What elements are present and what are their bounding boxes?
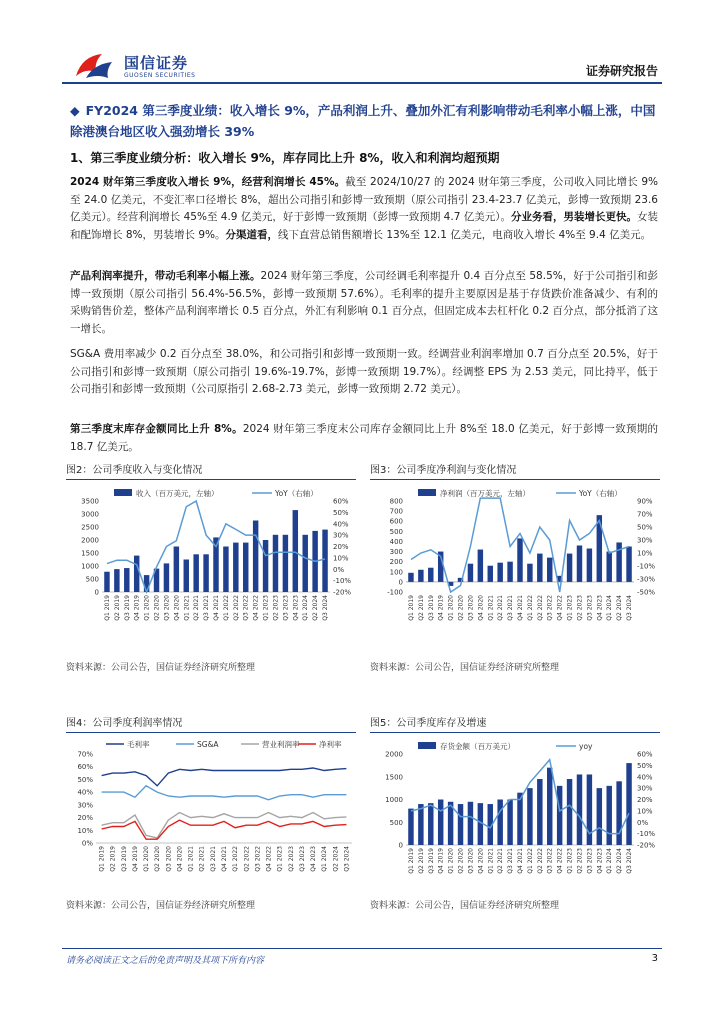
bar	[537, 779, 542, 845]
y-tick-label: 200	[389, 558, 403, 567]
bar	[104, 572, 109, 592]
y2-tick-label: 60%	[637, 750, 653, 759]
bar	[408, 809, 413, 845]
p1-lead2: 分业务看，男装增长更快。	[510, 211, 638, 224]
x-tick-label: Q1 2022	[232, 846, 240, 872]
bar	[577, 774, 582, 845]
bar	[283, 535, 288, 592]
y-tick-label: 500	[85, 575, 99, 584]
x-tick-label: Q1 2023	[276, 846, 284, 872]
legend-label-line: YoY（右轴）	[579, 489, 622, 498]
fig5-chart	[370, 736, 662, 881]
bar	[488, 566, 493, 582]
x-tick-label: Q3 2022	[546, 595, 554, 621]
bar	[468, 802, 473, 845]
x-tick-label: Q3 2019	[123, 595, 131, 621]
bar	[626, 763, 631, 845]
x-tick-label: Q3 2022	[546, 848, 554, 874]
x-tick-label: Q2 2019	[113, 595, 121, 621]
bar	[114, 569, 119, 592]
p1-text: 截至 2024/10/27 的 2024 财年第三季度，公司收入同比增长 9%至 24.0 亿美元，不变汇率口径增长 8%，超出公司指引和彭博一致预期（原公司指引 23.4-23.7 亿美元，彭博一致预期 23.6 亿美元）。经营利润增长 45%至 4.9 亿美元，好于彭博一致预期（彭博一致预期 4.7 亿美元）。	[70, 176, 658, 224]
fig5-caption: 图5：公司季度库存及增速	[370, 714, 660, 733]
bar	[418, 804, 423, 845]
bar	[567, 554, 572, 582]
fig5-source: 资料来源：公司公告，国信证券经济研究所整理	[370, 901, 560, 911]
y-tick-label: 400	[389, 537, 403, 546]
bar	[567, 779, 572, 845]
bar	[418, 570, 423, 582]
x-tick-label: Q1 2020	[143, 846, 151, 872]
x-tick-label: Q4 2022	[265, 846, 273, 872]
x-tick-label: Q3 2024	[626, 595, 634, 621]
x-tick-label: Q3 2024	[343, 846, 351, 872]
y-tick-label: 1500	[81, 549, 99, 558]
bar	[134, 556, 139, 592]
x-tick-label: Q2 2020	[457, 848, 465, 874]
x-tick-label: Q2 2023	[287, 846, 295, 872]
y2-tick-label: 30%	[333, 531, 349, 540]
bar	[468, 564, 473, 582]
y-tick-label: 0	[398, 841, 403, 850]
x-tick-label: Q1 2024	[302, 595, 310, 621]
x-tick-label: Q2 2022	[536, 848, 544, 874]
p4-text: 2024 财年第三季度末公司库存金额同比上升 8%至 18.0 亿美元，好于彭博一致预期的 18.7 亿美元。	[70, 423, 659, 453]
x-tick-label: Q2 2021	[497, 848, 505, 874]
legend-swatch-bar	[418, 489, 436, 496]
footer-divider	[62, 948, 662, 949]
x-tick-label: Q2 2020	[153, 595, 161, 621]
x-tick-label: Q4 2019	[437, 595, 445, 621]
y-tick-label: 3500	[81, 497, 99, 506]
y-tick-label: 0	[94, 588, 99, 597]
bar	[626, 547, 631, 582]
x-tick-label: Q4 2021	[517, 848, 524, 874]
x-tick-label: Q2 2023	[576, 848, 584, 874]
x-tick-label: Q2 2022	[536, 595, 544, 621]
headline	[70, 100, 666, 142]
x-tick-label: Q3 2023	[586, 595, 594, 621]
x-tick-label: Q2 2023	[576, 595, 584, 621]
y2-tick-label: -10%	[333, 577, 352, 586]
y-tick-label: 60%	[77, 763, 93, 772]
series-line	[102, 768, 347, 786]
x-tick-label: Q2 2021	[497, 595, 505, 621]
y2-tick-label: 40%	[637, 773, 653, 782]
guosen-logo-icon	[72, 50, 116, 82]
x-tick-label: Q4 2022	[556, 848, 564, 874]
bar	[408, 573, 413, 582]
fig3-chart	[370, 483, 662, 628]
diamond-bullet-icon: ◆	[70, 103, 80, 118]
x-tick-label: Q2 2024	[312, 595, 320, 621]
fig2-chart	[66, 483, 358, 628]
x-tick-label: Q2 2020	[154, 846, 162, 872]
y-tick-label: 70%	[77, 750, 93, 759]
bar	[517, 793, 522, 845]
y-tick-label: 1000	[385, 796, 403, 804]
bar	[478, 550, 483, 582]
bar	[507, 800, 512, 846]
paragraph-3	[70, 346, 658, 399]
x-tick-label: Q3 2024	[626, 848, 634, 874]
fig4-chart	[66, 736, 358, 881]
bar	[547, 558, 552, 582]
x-tick-label: Q1 2020	[447, 848, 455, 874]
legend-label: 毛利率	[127, 740, 150, 749]
y-tick-label: 10%	[77, 826, 93, 835]
x-tick-label: Q3 2021	[507, 848, 515, 874]
p1-lead3: 分渠道看，	[225, 228, 278, 241]
bar	[124, 568, 129, 592]
bar	[233, 543, 238, 592]
legend-label: 净利率	[319, 740, 342, 749]
bar	[428, 568, 433, 582]
bar	[597, 788, 602, 845]
y2-tick-label: 20%	[333, 543, 349, 551]
y2-tick-label: 30%	[637, 784, 653, 793]
x-tick-label: Q4 2019	[133, 595, 141, 621]
x-tick-label: Q1 2022	[222, 595, 230, 621]
footer-disclaimer: 请务必阅读正文之后的免责声明及其项下所有内容	[66, 956, 265, 966]
x-tick-label: Q2 2019	[109, 846, 117, 872]
x-tick-label: Q2 2021	[193, 595, 201, 621]
x-tick-label: Q3 2021	[209, 846, 217, 872]
x-tick-label: Q1 2023	[566, 595, 574, 621]
bar	[243, 543, 248, 592]
x-tick-label: Q1 2022	[526, 595, 534, 621]
y2-tick-label: -30%	[637, 575, 656, 584]
x-tick-label: Q2 2024	[332, 846, 340, 872]
bar	[527, 564, 532, 582]
x-tick-label: Q4 2023	[596, 595, 604, 621]
legend-label: SG&A	[197, 740, 219, 749]
x-tick-label: Q2 2022	[243, 846, 251, 872]
bar	[223, 547, 228, 593]
logo-text-en: GUOSEN SECURITIES	[124, 72, 196, 79]
x-tick-label: Q1 2024	[606, 595, 614, 621]
x-tick-label: Q2 2022	[232, 595, 240, 621]
y-tick-label: 1000	[81, 562, 99, 571]
x-tick-label: Q3 2020	[165, 846, 173, 872]
x-tick-label: Q3 2021	[507, 595, 515, 621]
legend-label-line: YoY（右轴）	[275, 489, 318, 498]
x-tick-label: Q4 2022	[556, 595, 564, 621]
x-tick-label: Q4 2021	[213, 595, 220, 621]
x-tick-label: Q1 2023	[262, 595, 270, 621]
bar	[174, 547, 179, 593]
x-tick-label: Q4 2020	[477, 595, 485, 621]
x-tick-label: Q3 2022	[254, 846, 262, 872]
y2-tick-label: 50%	[333, 508, 349, 517]
legend-label: 营业利润率	[262, 740, 300, 749]
x-tick-label: Q4 2023	[596, 848, 604, 874]
x-tick-label: Q1 2023	[566, 848, 574, 874]
bar	[438, 800, 443, 846]
bar	[497, 800, 502, 846]
y2-tick-label: 60%	[333, 497, 349, 506]
legend-label-bar: 收入（百万美元，左轴）	[136, 489, 219, 498]
x-tick-label: Q1 2021	[487, 595, 495, 621]
bar	[253, 521, 258, 593]
x-tick-label: Q3 2019	[427, 848, 435, 874]
x-tick-label: Q4 2021	[221, 846, 228, 872]
bar	[144, 575, 149, 592]
y2-tick-label: 10%	[637, 549, 653, 558]
series-line	[102, 813, 347, 838]
x-tick-label: Q1 2021	[183, 595, 191, 621]
y2-tick-label: -10%	[637, 562, 656, 571]
bar	[273, 535, 278, 592]
x-tick-label: Q2 2019	[417, 595, 425, 621]
fig3-caption: 图3：公司季度净利润与变化情况	[370, 461, 660, 480]
x-tick-label: Q3 2024	[322, 595, 330, 621]
logo-text-cn: 国信证券	[124, 54, 189, 72]
bar	[263, 540, 268, 592]
x-tick-label: Q1 2019	[98, 846, 106, 872]
p1-text3: 线下直营总销售额增长 13%至 12.1 亿美元，电商收入增长 4%至 9.4 亿美元。	[278, 228, 652, 241]
headline-text: FY2024 第三季度业绩：收入增长 9%，产品利润上升、叠加外汇有利影响带动毛利率小幅上涨，中国除港澳台地区收入强劲增长 39%	[70, 103, 656, 139]
bar	[184, 560, 189, 593]
legend-swatch-bar	[114, 489, 132, 496]
paragraph-4	[70, 421, 658, 456]
bar	[193, 554, 198, 592]
series-line	[102, 820, 347, 839]
bar	[606, 786, 611, 845]
y2-tick-label: 30%	[637, 536, 653, 545]
x-tick-label: Q4 2022	[252, 595, 260, 621]
x-tick-label: Q1 2020	[143, 595, 151, 621]
bar	[322, 530, 327, 592]
x-tick-label: Q4 2019	[437, 848, 445, 874]
fig3-source: 资料来源：公司公告，国信证券经济研究所整理	[370, 663, 560, 673]
bar	[428, 803, 433, 845]
y-tick-label: 500	[389, 818, 403, 827]
y-tick-label: 0%	[81, 839, 93, 848]
bar	[577, 545, 582, 581]
x-tick-label: Q1 2022	[526, 848, 534, 874]
bar	[497, 563, 502, 582]
x-tick-label: Q2 2021	[198, 846, 206, 872]
p2-lead: 产品利润率提升，带动毛利率小幅上涨。	[70, 270, 261, 282]
y2-tick-label: 70%	[637, 510, 653, 519]
y2-tick-label: -20%	[637, 841, 656, 850]
y2-tick-label: 90%	[637, 497, 653, 506]
paragraph-1	[70, 174, 658, 244]
x-tick-label: Q3 2020	[467, 848, 475, 874]
bar	[164, 563, 169, 592]
x-tick-label: Q3 2023	[298, 846, 306, 872]
x-tick-label: Q3 2023	[586, 848, 594, 874]
y2-tick-label: 10%	[333, 554, 349, 563]
bar	[458, 804, 463, 845]
section-title: 1、第三季度业绩分析：收入增长 9%，库存同比上升 8%，收入和利润均超预期	[70, 151, 500, 165]
bar	[557, 786, 562, 845]
y-tick-label: 500	[389, 527, 403, 536]
x-tick-label: Q4 2020	[176, 846, 184, 872]
y2-tick-label: -50%	[637, 588, 656, 597]
x-tick-label: Q1 2021	[487, 848, 495, 874]
y-tick-label: 600	[389, 517, 403, 526]
bar	[616, 781, 621, 845]
p1-text2: 女装和配饰增长 8%，男装增长 9%。	[70, 211, 659, 241]
p3-text: SG&A 费用率减少 0.2 百分点至 38.0%，和公司指引和彭博一致预期一致。经调营业利润率增加 0.7 百分点至 20.5%，好于公司指引和彭博一致预期（原公司指引 19.6%-19.7%，彭博一致预期 19.7%）。经调整 EPS 为 2.53 美元，同比持平，低于公司指引和彭博一致预期（公司原指引 2.68-2.73 美元，彭博一致预期 2.72 美元）。	[70, 348, 658, 396]
y-tick-label: 2000	[81, 536, 99, 545]
bar	[507, 562, 512, 582]
y2-tick-label: 0%	[333, 565, 345, 574]
p2-text: 2024 财年第三季度，公司经调毛利率提升 0.4 百分点至 58.5%，好于公司指引和彭博一致预期（原公司指引 56.4%-56.5%，彭博一致预期 57.6%）。毛利率的提升主要原因是基于存货跌价准备减少、有利的采购销售价差，整体产品利润率增长 0.5 百分点，外汇有利影响 0.1 百分点，但固定成本去杠杆化 0.2 百分点，部分抵消了这一增长。	[70, 270, 658, 335]
legend-label-bar: 存货金额（百万美元）	[440, 742, 515, 751]
x-tick-label: Q3 2019	[120, 846, 128, 872]
bar	[203, 554, 208, 592]
fig2-source: 资料来源：公司公告，国信证券经济研究所整理	[66, 663, 256, 673]
x-tick-label: Q3 2020	[163, 595, 171, 621]
x-tick-label: Q2 2023	[272, 595, 280, 621]
x-tick-label: Q1 2021	[187, 846, 195, 872]
bar	[587, 549, 592, 582]
y2-tick-label: 50%	[637, 761, 653, 770]
x-tick-label: Q2 2024	[616, 595, 624, 621]
x-tick-label: Q3 2019	[427, 595, 435, 621]
y-tick-label: 20%	[77, 814, 93, 823]
fig2-caption: 图2：公司季度收入与变化情况	[66, 461, 356, 480]
p1-lead: 2024 财年第三季度收入增长 9%，经营利润增长 45%。	[70, 176, 346, 188]
y2-tick-label: 20%	[637, 796, 653, 804]
paragraph-2	[70, 268, 658, 338]
x-tick-label: Q4 2021	[517, 595, 524, 621]
x-tick-label: Q3 2022	[242, 595, 250, 621]
x-tick-label: Q3 2023	[282, 595, 290, 621]
x-tick-label: Q4 2023	[292, 595, 300, 621]
x-tick-label: Q1 2019	[407, 595, 415, 621]
y2-tick-label: 10%	[637, 807, 653, 816]
p4-lead: 第三季度末库存金额同比上升 8%。	[70, 423, 243, 435]
bar	[517, 538, 522, 581]
bar	[302, 535, 307, 592]
y-tick-label: 3000	[81, 510, 99, 519]
x-tick-label: Q4 2020	[173, 595, 181, 621]
x-tick-label: Q2 2019	[417, 848, 425, 874]
y-tick-label: 300	[389, 548, 403, 557]
y2-tick-label: -10%	[637, 830, 656, 839]
bar	[293, 510, 298, 592]
y-tick-label: 40%	[77, 788, 93, 797]
x-tick-label: Q3 2020	[467, 595, 475, 621]
y2-tick-label: 0%	[637, 818, 649, 827]
y-tick-label: -100	[387, 588, 403, 597]
series-line	[102, 786, 347, 800]
y-tick-label: 50%	[77, 775, 93, 784]
page-number: 3	[651, 953, 658, 964]
fig4-caption: 图4：公司季度利润率情况	[66, 714, 356, 733]
y2-tick-label: -20%	[333, 588, 352, 597]
x-tick-label: Q1 2019	[407, 848, 415, 874]
x-tick-label: Q1 2024	[321, 846, 329, 872]
x-tick-label: Q4 2019	[131, 846, 139, 872]
header-divider	[62, 82, 662, 84]
x-tick-label: Q1 2019	[103, 595, 111, 621]
x-tick-label: Q1 2024	[606, 848, 614, 874]
y-tick-label: 2000	[385, 750, 403, 759]
x-tick-label: Q3 2021	[203, 595, 211, 621]
y-tick-label: 0	[398, 578, 403, 587]
x-tick-label: Q2 2024	[616, 848, 624, 874]
y-tick-label: 2500	[81, 523, 99, 532]
bar	[606, 552, 611, 582]
x-tick-label: Q1 2020	[447, 595, 455, 621]
legend-swatch-bar	[418, 742, 436, 749]
x-tick-label: Q4 2020	[477, 848, 485, 874]
legend-label-bar: 净利润（百万美元，左轴）	[440, 489, 530, 498]
y-tick-label: 100	[389, 568, 403, 577]
x-tick-label: Q2 2020	[457, 595, 465, 621]
legend-label-line: yoy	[579, 742, 593, 751]
x-tick-label: Q4 2023	[310, 846, 318, 872]
y-tick-label: 1500	[385, 773, 403, 782]
report-type: 证券研究报告	[585, 64, 658, 78]
y2-tick-label: 50%	[637, 523, 653, 532]
y-tick-label: 30%	[77, 801, 93, 810]
y-tick-label: 800	[389, 497, 403, 506]
fig4-source: 资料来源：公司公告，国信证券经济研究所整理	[66, 901, 256, 911]
y2-tick-label: 40%	[333, 520, 349, 529]
bar	[547, 768, 552, 845]
bar	[537, 554, 542, 582]
bar	[527, 788, 532, 845]
y-tick-label: 700	[389, 507, 403, 516]
